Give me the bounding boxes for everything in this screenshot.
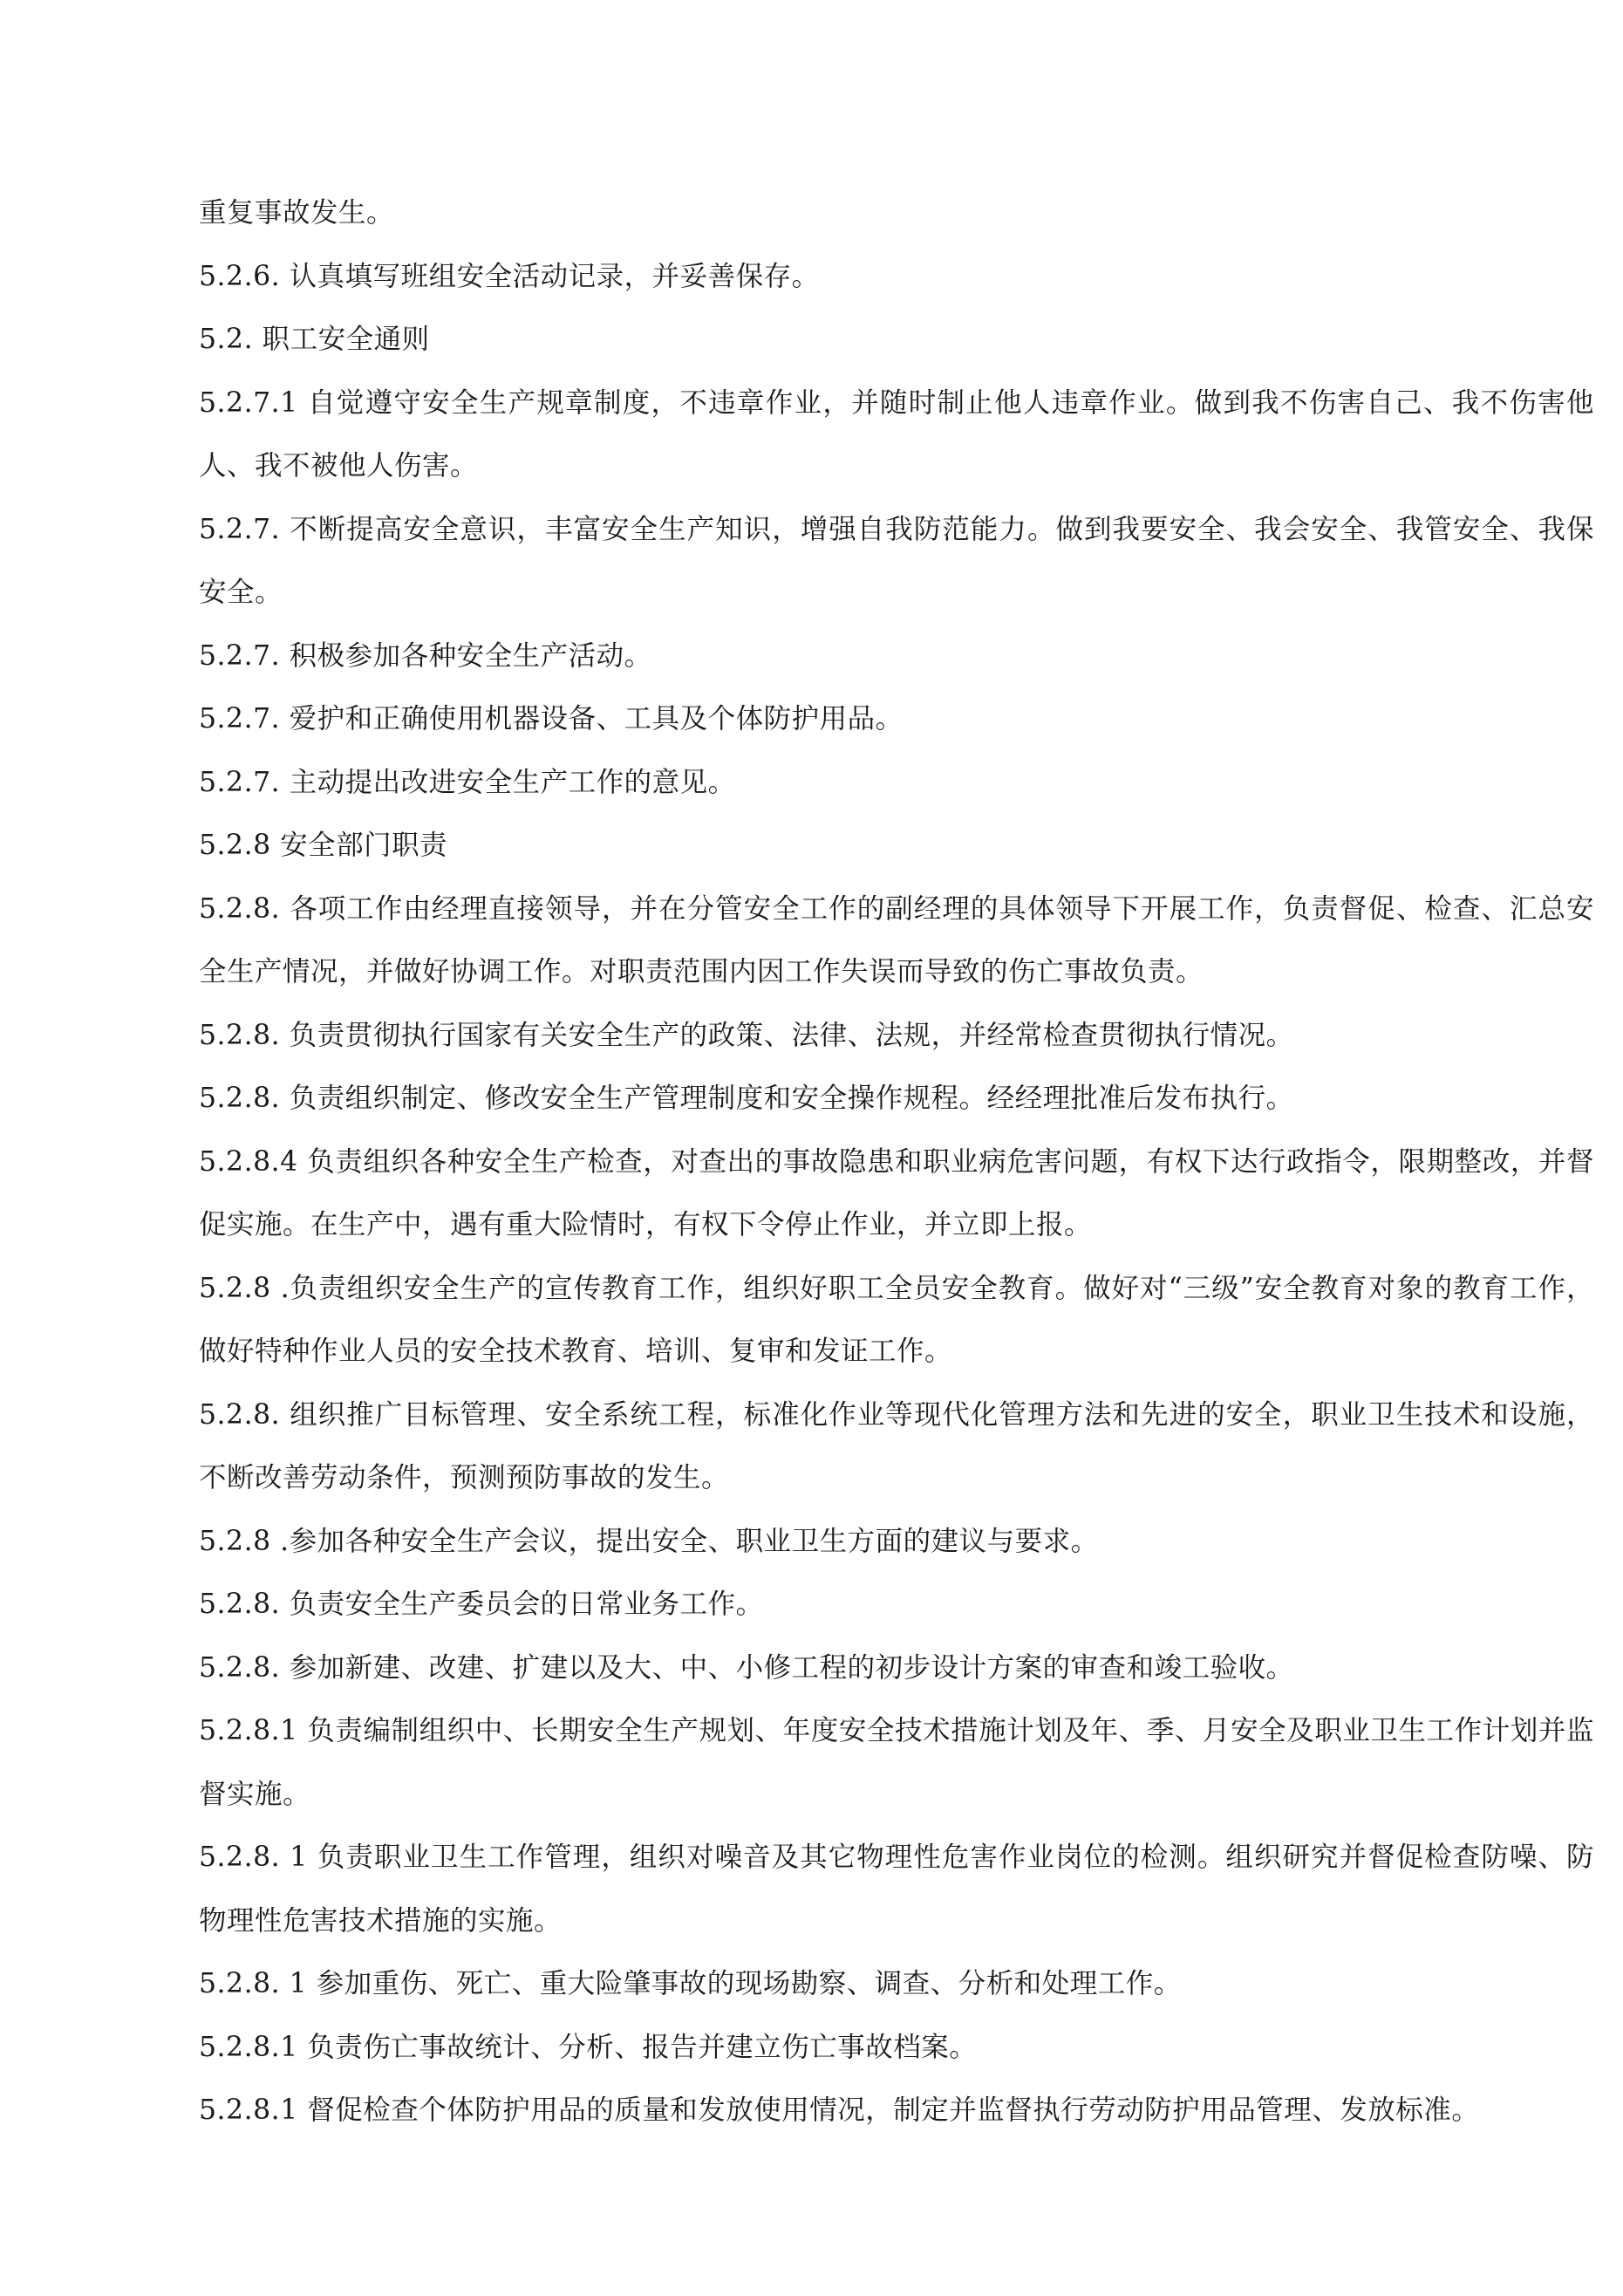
paragraph: 5.2.8.1 负责伤亡事故统计、分析、报告并建立伤亡事故档案。 [199,2031,978,2063]
paragraph: 5.2.8. 1 参加重伤、死亡、重大险肇事故的现场勘察、调查、分析和处理工作。 [199,1968,1182,1999]
paragraph: 5.2.7.1 自觉遵守安全生产规章制度，不违章作业，并随时制止他人违章作业。做到我不伤害自己、我不伤害他人、我不被他人伤害。 [199,386,1594,482]
paragraph: 5.2.7. 积极参加各种安全生产活动。 [199,639,652,672]
section-heading: 5.2. 职工安全通则 [199,324,430,355]
paragraph: 5.2.8 .参加各种安全生产会议，提出安全、职业卫生方面的建议与要求。 [199,1525,1099,1557]
paragraph: 5.2.8. 1 负责职业卫生工作管理，组织对噪音及其它物理性危害作业岗位的检测。组织研究并督促检查防噪、防物理性危害技术措施的实施。 [199,1842,1594,1937]
paragraph: 5.2.8. 组织推广目标管理、安全系统工程，标准化作业等现代化管理方法和先进的安全，职业卫生技术和设施，不断改善劳动条件，预测预防事故的发生。 [199,1398,1594,1493]
paragraph: 5.2.8. 参加新建、改建、扩建以及大、中、小修工程的初步设计方案的审查和竣工验收。 [199,1651,1294,1684]
paragraph: 5.2.8.1 督促检查个体防护用品的质量和发放使用情况，制定并监督执行劳动防护用品管理、发放标准。 [199,2094,1480,2126]
paragraph: 5.2.8 .负责组织安全生产的宣传教育工作，组织好职工全员安全教育。做好对“三级”安全教育对象的教育工作，做好特种作业人员的安全技术教育、培训、复审和发证工作。 [199,1272,1594,1367]
paragraph: 5.2.8.4 负责组织各种安全生产检查，对查出的事故隐患和职业病危害问题，有权下达行政指令，限期整改，并督促实施。在生产中，遇有重大险情时，有权下令停止作业，并立即上报。 [199,1145,1594,1240]
paragraph: 5.2.8. 各项工作由经理直接领导，并在分管安全工作的副经理的具体领导下开展工作，负责督促、检查、汇总安全生产情况，并做好协调工作。对职责范围内因工作失误而导致的伤亡事故负责。 [199,892,1594,987]
paragraph: 5.2.8. 负责贯彻执行国家有关安全生产的政策、法律、法规，并经常检查贯彻执行情况。 [199,1019,1294,1051]
paragraph: 5.2.8.1 负责编制组织中、长期安全生产规划、年度安全技术措施计划及年、季、月安全及职业卫生工作计划并监督实施。 [199,1715,1594,1810]
paragraph: 5.2.8. 负责安全生产委员会的日常业务工作。 [199,1589,764,1620]
paragraph: 5.2.8. 负责组织制定、修改安全生产管理制度和安全操作规程。经经理批准后发布执行。 [199,1083,1294,1114]
paragraph: 5.2.7. 爱护和正确使用机器设备、工具及个体防护用品。 [199,703,904,735]
section-heading: 5.2.8 安全部门职责 [199,830,448,861]
paragraph: 5.2.7. 不断提高安全意识，丰富安全生产知识，增强自我防范能力。做到我要安全、我会安全、我管安全、我保安全。 [199,513,1594,608]
paragraph: 重复事故发生。 [199,197,395,229]
paragraph: 5.2.6. 认真填写班组安全活动记录，并妥善保存。 [199,260,820,292]
document-body [199,181,1594,2142]
paragraph: 5.2.7. 主动提出改进安全生产工作的意见。 [199,766,736,798]
